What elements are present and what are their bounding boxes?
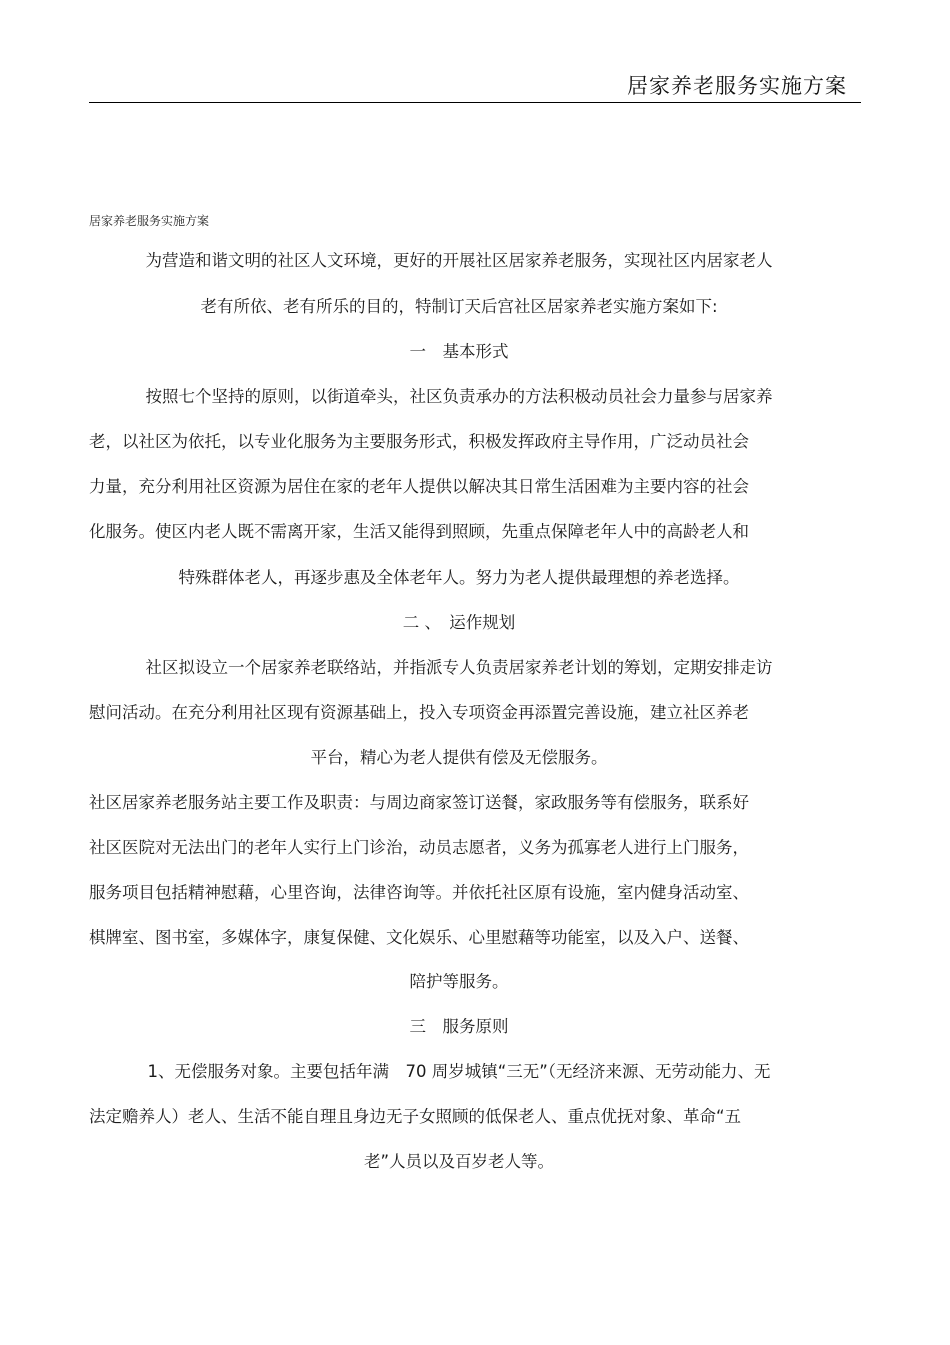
- section-heading-1: 一 基本形式: [409, 342, 509, 361]
- header-title: 居家养老服务实施方案: [627, 74, 847, 98]
- duties-line-1: 社区居家养老服务站主要工作及职责：与周边商家签订送餐，家政服务等有偿服务，联系好: [89, 793, 749, 812]
- duties-line-4: 棋牌室、图书室，多媒体字，康复保健、文化娱乐、心里慰藉等功能室，以及入户、送餐、: [89, 928, 749, 947]
- intro-line-2: 老有所依、老有所乐的目的，特制订天后宫社区居家养老实施方案如下:: [200, 297, 718, 316]
- section-heading-3: 三 服务原则: [409, 1017, 509, 1036]
- section1-line-5: 特殊群体老人，再逐步惠及全体老年人。努力为老人提供最理想的养老选择。: [178, 568, 740, 587]
- section3-line-3: 老”人员以及百岁老人等。: [363, 1152, 555, 1171]
- section3-line-2: 法定赡养人）老人、生活不能自理且身边无子女照顾的低保老人、重点优抚对象、革命“五: [89, 1107, 742, 1126]
- section2-line-3: 平台，精心为老人提供有偿及无偿服务。: [310, 748, 608, 767]
- duties-line-2: 社区医院对无法出门的老年人实行上门诊治，动员志愿者，义务为孤寡老人进行上门服务，: [89, 838, 749, 857]
- section1-line-3: 力量，充分利用社区资源为居住在家的老年人提供以解决其日常生活困难为主要内容的社会: [89, 477, 749, 496]
- section2-line-2: 慰问活动。在充分利用社区现有资源基础上，投入专项资金再添置完善设施，建立社区养老: [89, 703, 749, 722]
- section1-line-2: 老，以社区为依托，以专业化服务为主要服务形式，积极发挥政府主导作用，广泛动员社会: [89, 432, 749, 451]
- section-heading-2: 二 、 运作规划: [402, 613, 516, 632]
- section1-line-1: 按照七个坚持的原则，以街道牵头，社区负责承办的方法积极动员社会力量参与居家养: [145, 387, 773, 406]
- intro-line-1: 为营造和谐文明的社区人文环境，更好的开展社区居家养老服务，实现社区内居家老人: [145, 251, 773, 270]
- duties-line-5: 陪护等服务。: [409, 972, 509, 991]
- duties-line-3: 服务项目包括精神慰藉，心里咨询，法律咨询等。并依托社区原有设施，室内健身活动室、: [89, 883, 749, 902]
- section2-line-1: 社区拟设立一个居家养老联络站，并指派专人负责居家养老计划的筹划，定期安排走访: [145, 658, 773, 677]
- page-header: [89, 66, 861, 103]
- section3-line-1: 1、无偿服务对象。主要包括年满 70 周岁城镇“三无”（无经济来源、无劳动能力、无: [147, 1062, 771, 1081]
- section1-line-4: 化服务。使区内老人既不需离开家，生活又能得到照顾，先重点保障老年人中的高龄老人和: [89, 522, 749, 541]
- document-small-title: 居家养老服务实施方案: [89, 214, 210, 228]
